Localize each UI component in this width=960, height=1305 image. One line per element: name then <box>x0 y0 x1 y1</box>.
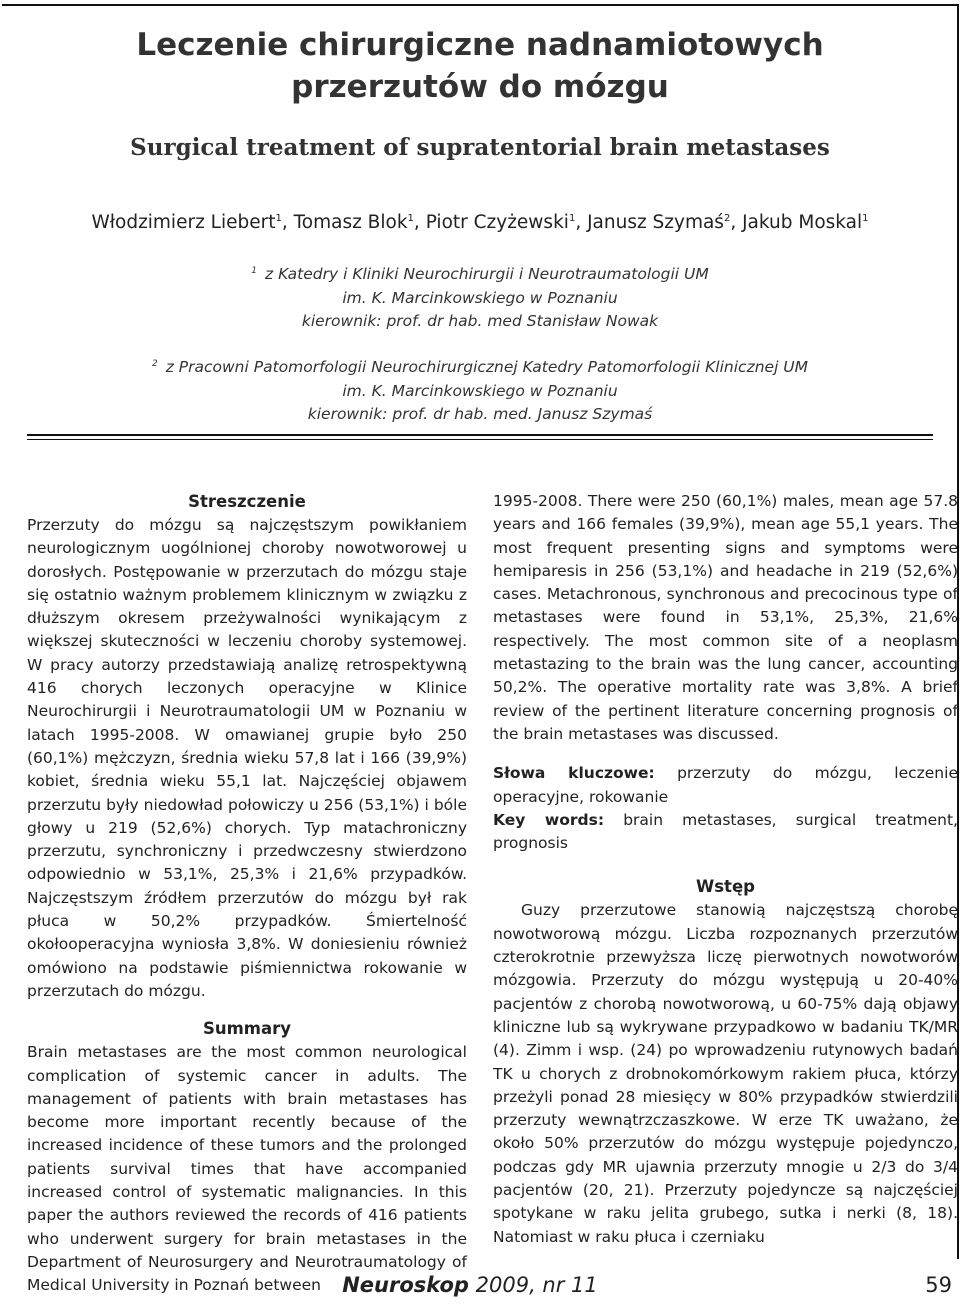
author-name: Jakub Moskal <box>742 212 863 233</box>
author-affiliation-mark: 1 <box>407 212 414 224</box>
page-number: 59 <box>925 1273 952 1297</box>
affiliation-line: im. K. Marcinkowskiego w Poznaniu <box>342 381 618 400</box>
header-divider <box>27 434 933 440</box>
affiliation-1 <box>40 260 920 334</box>
keywords-en-text: brain metastases, surgical treatment, prognosis <box>493 810 958 853</box>
affiliation-number: 1 <box>251 266 257 276</box>
affiliation-head: kierownik: prof. dr hab. med Stanisław Nowak <box>301 312 659 331</box>
title-line-1: Leczenie chirurgiczne nadnamiotowych <box>136 27 824 63</box>
left-column <box>27 490 467 1298</box>
english-title: Surgical treatment of supratentorial brain metastases <box>130 134 830 161</box>
author-name: Piotr Czyżewski <box>425 212 569 233</box>
right-column <box>493 490 958 1249</box>
author-affiliation-mark: 1 <box>862 212 869 224</box>
article-title <box>60 24 900 108</box>
author-affiliation-mark: 1 <box>275 212 282 224</box>
wstep-text: Guzy przerzutowe stanowią najczęstszą chorobę nowotworową mózgu. Liczba rozpoznanych przerzutów czterokrotnie przewyższa liczę pierwotnych nowotworów mózgowia. Przerzuty do mózgu występują u 20-40% pacjentów z chorobą nowotworową, u 60-75% dają objawy kliniczne lub są wykrywane przypadkowo w badaniu TK/MR (4). Zimm i wsp. (24) po wprowadzeniu rutynowych badań TK u chorych z drobnokomórkowym rakiem płuca, którzy przeżyli ponad 28 miesięcy w 80% przypadków stwierdzili przerzuty wewnątrzczaszkowe. W erze TK uważano, że około 50% przerzutów do mózgu występuje pojedynczo, podczas gdy MR ujawnia przerzuty mnogie u 2/3 do 3/4 pacjentów (20, 21). Przerzuty pojedyncze są najczęściej spotykane w raku jelita grubego, sutka i nerki (8, 18). Natomiast w raku płuca i czerniaku <box>493 901 958 1246</box>
author-list: Włodzimierz Liebert$^1$, Tomasz Blok$^1$, Piotr Czyżewski$^1$, Janusz Szymaś$^2$, Jakub Moskal$^1$ <box>91 212 869 233</box>
affiliation-line: z Pracowni Patomorfologii Neurochirurgicznej Katedry Patomorfologii Klinicznej UM <box>165 358 809 377</box>
author-affiliation-mark: 2 <box>723 212 731 224</box>
affiliation-line: im. K. Marcinkowskiego w Poznaniu <box>342 288 618 307</box>
summary-heading: Summary <box>202 1019 292 1039</box>
journal-issue: 2009, nr 11 <box>475 1273 598 1297</box>
keywords-en <box>493 809 958 856</box>
keywords-en-label: Key words: <box>493 810 605 829</box>
author-name: Włodzimierz Liebert <box>91 212 276 233</box>
streszczenie-heading: Streszczenie <box>188 492 306 511</box>
affiliation-head: kierownik: prof. dr hab. med. Janusz Szymaś <box>307 405 653 424</box>
summary-text-part2: 1995-2008. There were 250 (60,1%) males, mean age 57.8 years and 166 females (39,9%), mean age 55,1 years. The most frequent presenting signs and symptoms were hemiparesis in 256 (53,1%) and headache in 219 (52,6%) cases. Metachronous, synchronous and precocinous type of metastases were found in 53,1%, 25,3%, 21,6% respectively. The most common site of a neoplasm metastazing to the brain was the lung cancer, accounting 50,2%. The operative mortality rate was 3,8%. A brief review of the pertinent literature concerning prognosis of the brain metastases was discussed. <box>493 492 958 743</box>
journal-name: Neuroskop <box>342 1273 469 1297</box>
title-line-2: przerzutów do mózgu <box>291 69 669 105</box>
summary-text-part1: Brain metastases are the most common neurological complication of systemic cancer in adults. The management of patients with brain metastases has become more important recently because of the increased incidence of these tumors and the prolonged patients survival times that have accompanied increased control of systematic malignancies. In this paper the authors reviewed the records of 416 patients who underwent surgery for brain metastases in the Department of Neurosurgery and Neurotraumatology of Medical University in Poznań between <box>27 1043 467 1295</box>
keywords-pl-text: przerzuty do mózgu, leczenie operacyjne, rokowanie <box>493 764 958 806</box>
journal-footer <box>290 1273 650 1297</box>
affiliation-number: 2 <box>151 359 158 369</box>
author-name: Janusz Szymaś <box>587 212 724 233</box>
keywords-pl <box>493 762 958 809</box>
affiliation-line: z Katedry i Kliniki Neurochirurgii i Neurotraumatologii UM <box>265 265 709 284</box>
top-border-rule <box>2 4 957 6</box>
keywords-pl-label: Słowa kluczowe: <box>493 764 655 783</box>
author-affiliation-mark: 1 <box>568 212 576 224</box>
affiliation-2 <box>40 353 920 427</box>
author-name: Tomasz Blok <box>293 212 408 233</box>
wstep-heading: Wstęp <box>696 877 755 897</box>
streszczenie-text: Przerzuty do mózgu są najczęstszym powikłaniem neurologicznym uogólnionej choroby nowotworowej u dorosłych. Postępowanie w przerzutach do mózgu staje się ostatnio ważnym problemem klinicznym w związku z dłuższym okresem przeżywalności wynikającym z większej skuteczności w leczeniu choroby systemowej. W pracy autorzy przedstawiają analizę retrospektywną 416 chorych leczonych operacyjne w Klinice Neurochirurgii i Neurotraumatologii UM w Poznaniu w latach 1995-2008. W omawianej grupie było 250 (60,1%) mężczyzn, średnia wieku 57,8 lat i 166 (39,9%) kobiet, średnia wieku 55,1 lat. Najczęściej objawem przerzutu były niedowład połowiczy u 256 (53,1%) i bóle głowy u 219 (52,6%) chorych. Typ matachroniczny przerzutu, synchroniczny i przedwczesny stwierdzono odpowiednio w 53,1%, 25,3% i 21,6% przypadków. Najczęstszym źródłem przerzutów do mózgu był rak płuca w 50,2% przypadków. Śmiertelność okołooperacyjna wyniosła 3,8%. W doniesieniu również omówiono na podstawie piśmiennictwa rokowanie w przerzutach do mózgu. <box>27 516 467 1000</box>
